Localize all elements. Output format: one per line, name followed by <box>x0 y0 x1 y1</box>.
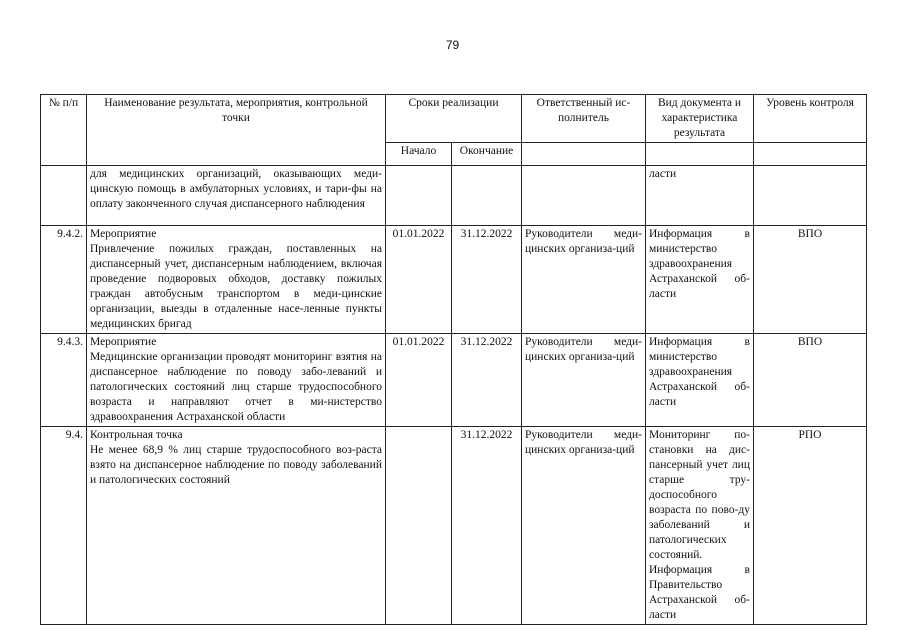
row-control-level: ВПО <box>754 334 867 427</box>
table-row <box>41 226 867 334</box>
row-type: Мероприятие <box>90 336 157 348</box>
row-type: Мероприятие <box>90 228 157 240</box>
row-description <box>87 226 386 334</box>
row-end-date: 31.12.2022 <box>452 427 522 625</box>
implementation-plan-table <box>40 94 867 625</box>
row-description <box>87 166 386 226</box>
row-responsible <box>522 166 646 226</box>
table-row <box>41 427 867 625</box>
row-number: 9.4.2. <box>41 226 87 334</box>
row-description-text: Привлечение пожилых граждан, поставленных на диспансерный учет, диспансерным наблюдением, включая проведение подворовых обходов, доставку пожилых граждан автобусным транспортом в меди-цинские организации, выезды в отдаленные насе-ленные пункты медицинских бригад <box>90 243 382 330</box>
header-number: № п/п <box>41 95 87 166</box>
row-description-text: Медицинские организации проводят мониторинг взятия на диспансерное наблюдение по поводу забо-леваний и патологических состояний лиц старше трудоспособного возраста и направляют отчет в ми-нистерство здравоохранения Астраханской области <box>90 351 382 423</box>
row-description <box>87 427 386 625</box>
row-end-date: 31.12.2022 <box>452 334 522 427</box>
header-name: Наименование результата, мероприятия, контрольной точки <box>87 95 386 166</box>
row-document: Информация в министерство здравоохранения Астраханской об-ласти <box>646 334 754 427</box>
row-end-date: 31.12.2022 <box>452 226 522 334</box>
header-responsible: Ответственный ис-полнитель <box>522 95 646 143</box>
row-document: ласти <box>646 166 754 226</box>
row-start-date: 01.01.2022 <box>386 334 452 427</box>
row-control-level <box>754 166 867 226</box>
row-responsible: Руководители меди-цинских организа-ций <box>522 226 646 334</box>
row-control-level: ВПО <box>754 226 867 334</box>
row-document: Информация в министерство здравоохранения Астраханской об-ласти <box>646 226 754 334</box>
row-description <box>87 334 386 427</box>
row-number <box>41 166 87 226</box>
row-number: 9.4. <box>41 427 87 625</box>
row-description-text: для медицинских организаций, оказывающих меди-цинскую помощь в амбулаторных условиях, и тари-фы на оплату законченного случая диспансерного наблюдения <box>90 168 382 210</box>
header-empty-cell <box>646 143 754 166</box>
row-start-date <box>386 427 452 625</box>
header-end: Окончание <box>452 143 522 166</box>
row-start-date: 01.01.2022 <box>386 226 452 334</box>
row-responsible: Руководители меди-цинских организа-ций <box>522 334 646 427</box>
header-empty-cell <box>754 143 867 166</box>
header-terms: Сроки реализации <box>386 95 522 143</box>
header-empty-cell <box>522 143 646 166</box>
row-responsible: Руководители меди-цинских организа-ций <box>522 427 646 625</box>
header-start: Начало <box>386 143 452 166</box>
header-document: Вид документа и характеристика результата <box>646 95 754 143</box>
table-row <box>41 334 867 427</box>
row-type: Контрольная точка <box>90 429 183 441</box>
table-row <box>41 166 867 226</box>
row-number: 9.4.3. <box>41 334 87 427</box>
page-number: 79 <box>445 38 460 52</box>
row-control-level: РПО <box>754 427 867 625</box>
row-description-text: Не менее 68,9 % лиц старше трудоспособного воз-раста взято на диспансерное наблюдение по поводу заболеваний и патологических состояний <box>90 444 382 486</box>
header-control-level: Уровень контроля <box>754 95 867 143</box>
row-start-date <box>386 166 452 226</box>
row-document: Мониторинг по-становки на дис-пансерный учет лиц старше тру-доспособного возраста по пово-ду заболеваний и патологических состояний. Информация в Правительство Астраханской об-ласти <box>646 427 754 625</box>
row-end-date <box>452 166 522 226</box>
